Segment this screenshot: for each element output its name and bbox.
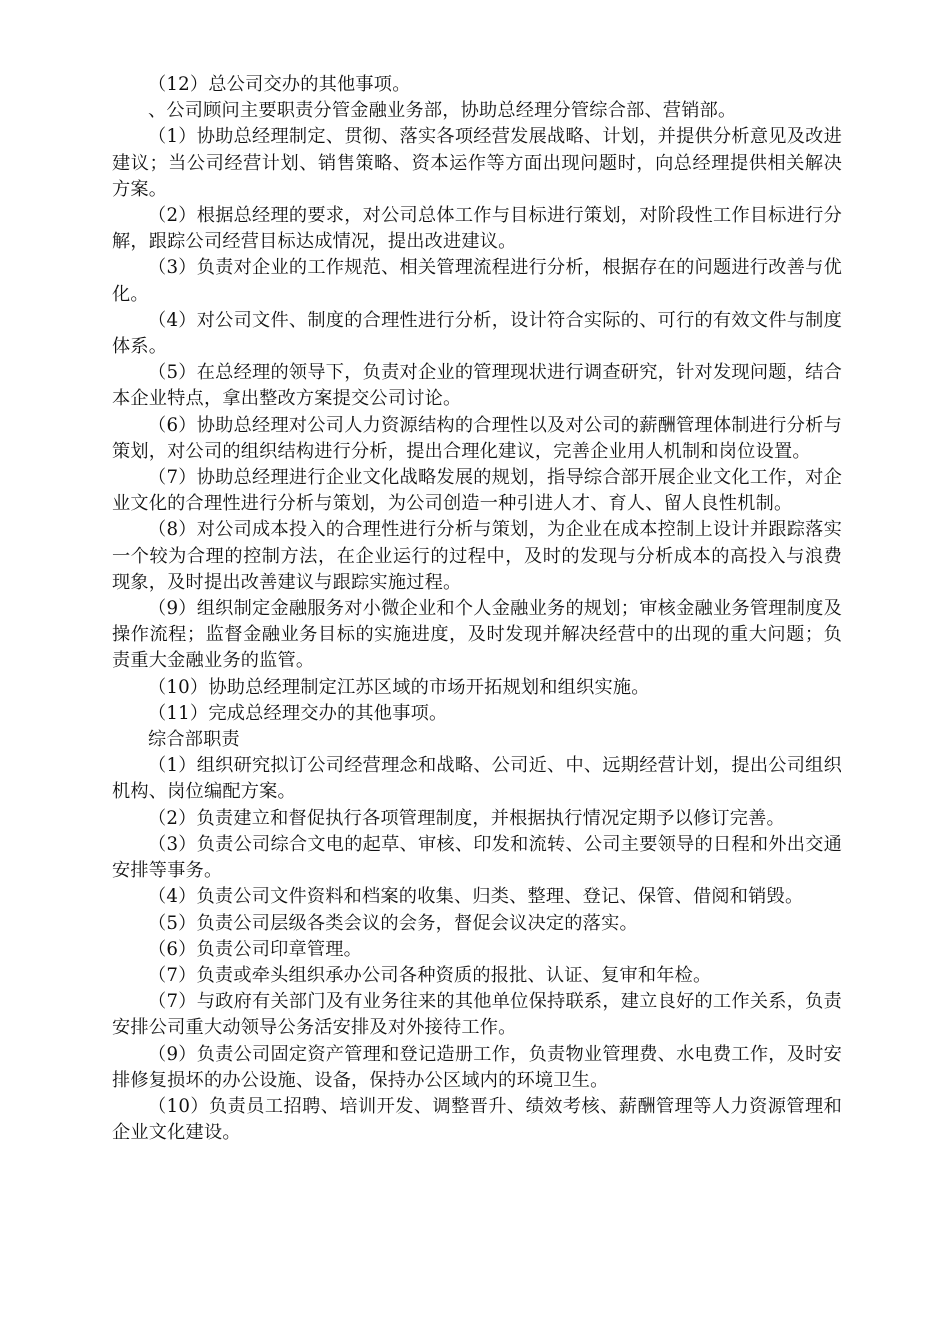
paragraph-advisor-10: （10）协助总经理制定江苏区域的市场开拓规划和组织实施。 <box>148 676 650 698</box>
paragraph-advisor-2: （2）根据总经理的要求，对公司总体工作与目标进行策划，对阶段性工作目标进行分解，跟踪公司经营目标达成情况，提出改进建议。 <box>112 205 842 253</box>
paragraph-admin-5: （5）负责公司层级各类会议的会务，督促会议决定的落实。 <box>148 912 638 934</box>
paragraph-admin-10: （10）负责员工招聘、培训开发、调整晋升、绩效考核、薪酬管理等人力资源管理和企业文化建设。 <box>112 1095 842 1144</box>
paragraph-advisor-3: （3）负责对企业的工作规范、相关管理流程进行分析，根据存在的问题进行改善与优化。 <box>112 257 842 305</box>
paragraph-advisor-8: （8）对公司成本投入的合理性进行分析与策划，为企业在成本控制上设计并跟踪落实一个较为合理的控制方法，在企业运行的过程中，及时的发现与分析成本的高投入与浪费现象，及时提出改善建议与跟踪实施过程。 <box>112 519 842 593</box>
paragraph-admin-6: （6）负责公司印章管理。 <box>148 938 363 960</box>
paragraph-advisor-7: （7）协助总经理进行企业文化战略发展的规划，指导综合部开展企业文化工作，对企业文化的合理性进行分析与策划，为公司创造一种引进人才、育人、留人良性机制。 <box>112 467 842 515</box>
paragraph-advisor-1: （1）协助总经理制定、贯彻、落实各项经营发展战略、计划，并提供分析意见及改进建议；当公司经营计划、销售策略、资本运作等方面出现问题时，向总经理提供相关解决方案。 <box>112 126 842 200</box>
paragraph-admin-4: （4）负责公司文件资料和档案的收集、归类、整理、登记、保管、借阅和销毁。 <box>148 886 804 908</box>
paragraph-advisor-5: （5）在总经理的领导下，负责对企业的管理现状进行调查研究，针对发现问题，结合本企业特点，拿出整改方案提交公司讨论。 <box>112 362 842 410</box>
paragraph-item-12: （12）总公司交办的其他事项。 <box>148 74 411 95</box>
paragraph-advisor-duties: 、公司顾问主要职责分管金融业务部，协助总经理分管综合部、营销部。 <box>148 100 737 122</box>
paragraph-admin-9: （9）负责公司固定资产管理和登记造册工作，负责物业管理费、水电费工作，及时安排修复损坏的办公设施、设备，保持办公区域内的环境卫生。 <box>112 1043 842 1091</box>
section-heading: 综合部职责 <box>148 729 240 751</box>
paragraph-admin-3: （3）负责公司综合文电的起草、审核、印发和流转、公司主要领导的日程和外出交通安排等事务。 <box>112 833 842 882</box>
paragraph-advisor-9: （9）组织制定金融服务对小微企业和个人金融业务的规划；审核金融业务管理制度及操作流程；监督金融业务目标的实施进度，及时发现并解决经营中的出现的重大问题；负责重大金融业务的监管。 <box>112 598 842 672</box>
paragraph-advisor-4: （4）对公司文件、制度的合理性进行分析，设计符合实际的、可行的有效文件与制度体系。 <box>112 309 842 358</box>
paragraph-admin-2: （2）负责建立和督促执行各项管理制度，并根据执行情况定期予以修订完善。 <box>148 807 785 829</box>
document-page <box>112 72 842 1146</box>
paragraph-admin-1: （1）组织研究拟订公司经营理念和战略、公司近、中、远期经营计划，提出公司组织机构、岗位编配方案。 <box>112 755 842 803</box>
paragraph-advisor-11: （11）完成总经理交办的其他事项。 <box>148 702 448 724</box>
paragraph-advisor-6: （6）协助总经理对公司人力资源结构的合理性以及对公司的薪酬管理体制进行分析与策划，对公司的组织结构进行分析，提出合理化建议，完善企业用人机制和岗位设置。 <box>112 414 842 462</box>
paragraph-admin-7a: （7）负责或牵头组织承办公司各种资质的报批、认证、复审和年检。 <box>148 964 712 986</box>
paragraph-admin-7b: （7）与政府有关部门及有业务往来的其他单位保持联系，建立良好的工作关系，负责安排公司重大动领导公务活安排及对外接待工作。 <box>112 991 842 1039</box>
